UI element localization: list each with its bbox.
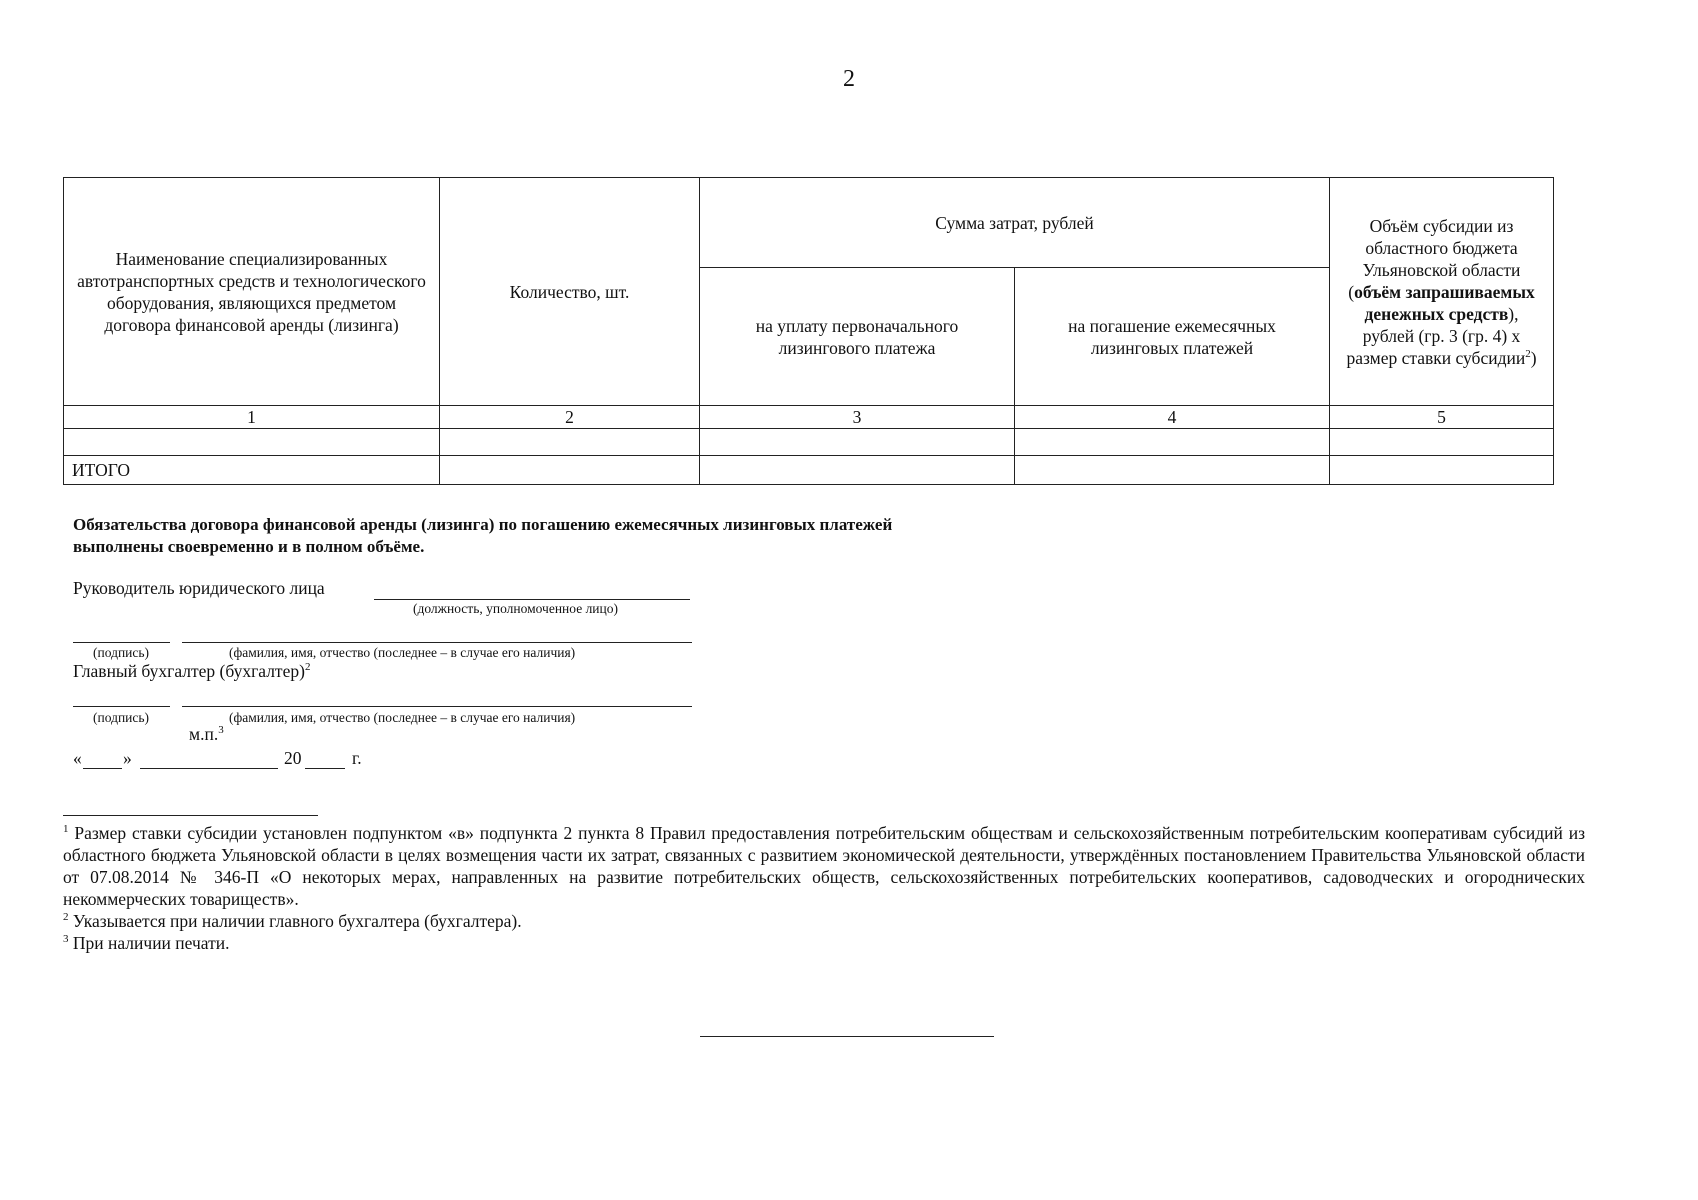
stamp-label bbox=[189, 724, 224, 745]
page-number: 2 bbox=[843, 66, 855, 92]
obligations-note: Обязательства договора финансовой аренды (лизинга) по погашению ежемесячных лизинговых платежей выполнены своевременно и в полном объёме. bbox=[73, 515, 893, 556]
accountant-label bbox=[73, 661, 310, 682]
footnote-mark: 1 bbox=[63, 823, 69, 836]
column-number: 5 bbox=[1330, 406, 1554, 429]
header-subsidy-bold: объём запрашиваемых денежных средств bbox=[1354, 281, 1535, 324]
head-position-line bbox=[374, 579, 690, 600]
date-year-suffix: г. bbox=[352, 748, 362, 768]
head-label: Руководитель юридического лица bbox=[73, 578, 325, 598]
head-signature-line bbox=[73, 626, 170, 643]
date-year-prefix: 20 bbox=[284, 748, 302, 768]
date-close-quote: » bbox=[123, 748, 132, 768]
empty-row bbox=[64, 429, 1554, 456]
total-row bbox=[64, 456, 1554, 485]
subsidy-table bbox=[63, 177, 1554, 485]
header-subsidy-part-b: ), рублей (гр. 3 (гр. 4) х размер ставки субсидии bbox=[1346, 303, 1526, 368]
footnote-1 bbox=[63, 822, 1585, 910]
column-number: 1 bbox=[64, 406, 440, 429]
table-cell bbox=[700, 429, 1015, 456]
accountant-label-text: Главный бухгалтер (бухгалтер) bbox=[73, 661, 305, 681]
header-costs-group: Сумма затрат, рублей bbox=[700, 178, 1330, 268]
total-label: ИТОГО bbox=[64, 456, 440, 485]
table-cell bbox=[64, 429, 440, 456]
stamp-label-text: м.п. bbox=[189, 724, 219, 744]
column-number: 4 bbox=[1015, 406, 1330, 429]
table-cell bbox=[700, 456, 1015, 485]
header-monthly-payments: на погашение ежемесячных лизинговых платежей bbox=[1015, 268, 1330, 406]
column-number-row bbox=[64, 406, 1554, 429]
table-cell bbox=[1330, 456, 1554, 485]
date-year-line bbox=[305, 750, 345, 769]
head-name-hint: (фамилия, имя, отчество (последнее – в случае его наличия) bbox=[229, 645, 576, 660]
head-position-hint: (должность, уполномоченное лицо) bbox=[413, 601, 618, 616]
head-name-line bbox=[182, 626, 692, 643]
table-cell bbox=[1015, 429, 1330, 456]
table-cell bbox=[1015, 456, 1330, 485]
footnote-text: При наличии печати. bbox=[68, 933, 230, 953]
footnote-3 bbox=[63, 932, 1585, 954]
header-initial-payment: на уплату первоначального лизингового платежа bbox=[700, 268, 1015, 406]
accountant-signature-line bbox=[73, 690, 170, 707]
header-subsidy-part-c: ) bbox=[1530, 347, 1537, 368]
header-subsidy bbox=[1330, 178, 1554, 406]
head-signature-hint: (подпись) bbox=[93, 645, 150, 660]
end-separator bbox=[700, 1026, 994, 1037]
date-open-quote: « bbox=[73, 748, 82, 768]
footnote-mark: 3 bbox=[63, 933, 69, 946]
date-day-line bbox=[83, 750, 122, 769]
table-cell bbox=[1330, 429, 1554, 456]
footnote-2 bbox=[63, 910, 1585, 932]
footnote-text: Размер ставки субсидии установлен подпунктом «в» подпункта 2 пункта 8 Правил предоставления потребительским обществам и сельскохозяйственным потребительским кооперативам субсидий из областного бюджета Ульяновской области в целях возмещения части их затрат, связанных с развитием экономической деятельности, утверждённых постановлением Правительства Ульяновской области от 07.08.2014 № 346-П «О некоторых мерах, направленных на развитие потребительских обществ, сельскохозяйственных потребительских кооперативов, садоводческих и огороднических некоммерческих товариществ». bbox=[63, 823, 1585, 909]
header-row-1 bbox=[64, 178, 1554, 268]
footnote-separator bbox=[63, 805, 318, 816]
footnote-ref-2: 2 bbox=[1525, 347, 1531, 360]
header-quantity: Количество, шт. bbox=[440, 178, 700, 406]
table-cell bbox=[440, 456, 700, 485]
accountant-signature-hint: (подпись) bbox=[93, 710, 150, 725]
footnote-text: Указывается при наличии главного бухгалтера (бухгалтера). bbox=[68, 911, 522, 931]
accountant-name-hint: (фамилия, имя, отчество (последнее – в случае его наличия) bbox=[229, 710, 576, 725]
column-number: 3 bbox=[700, 406, 1015, 429]
footnote-ref-3: 3 bbox=[218, 724, 224, 737]
header-name: Наименование специализированных автотранспортных средств и технологического оборудования, являющихся предметом договора финансовой аренды (лизинга) bbox=[64, 178, 440, 406]
column-number: 2 bbox=[440, 406, 700, 429]
table-cell bbox=[440, 429, 700, 456]
accountant-name-line bbox=[182, 690, 692, 707]
date-month-line bbox=[140, 750, 278, 769]
footnote-mark: 2 bbox=[63, 911, 69, 924]
header-subsidy-part-a: Объём субсидии из областного бюджета Ульяновской области ( bbox=[1348, 215, 1521, 302]
footnote-ref-2: 2 bbox=[304, 661, 311, 674]
footnotes bbox=[63, 822, 1585, 954]
